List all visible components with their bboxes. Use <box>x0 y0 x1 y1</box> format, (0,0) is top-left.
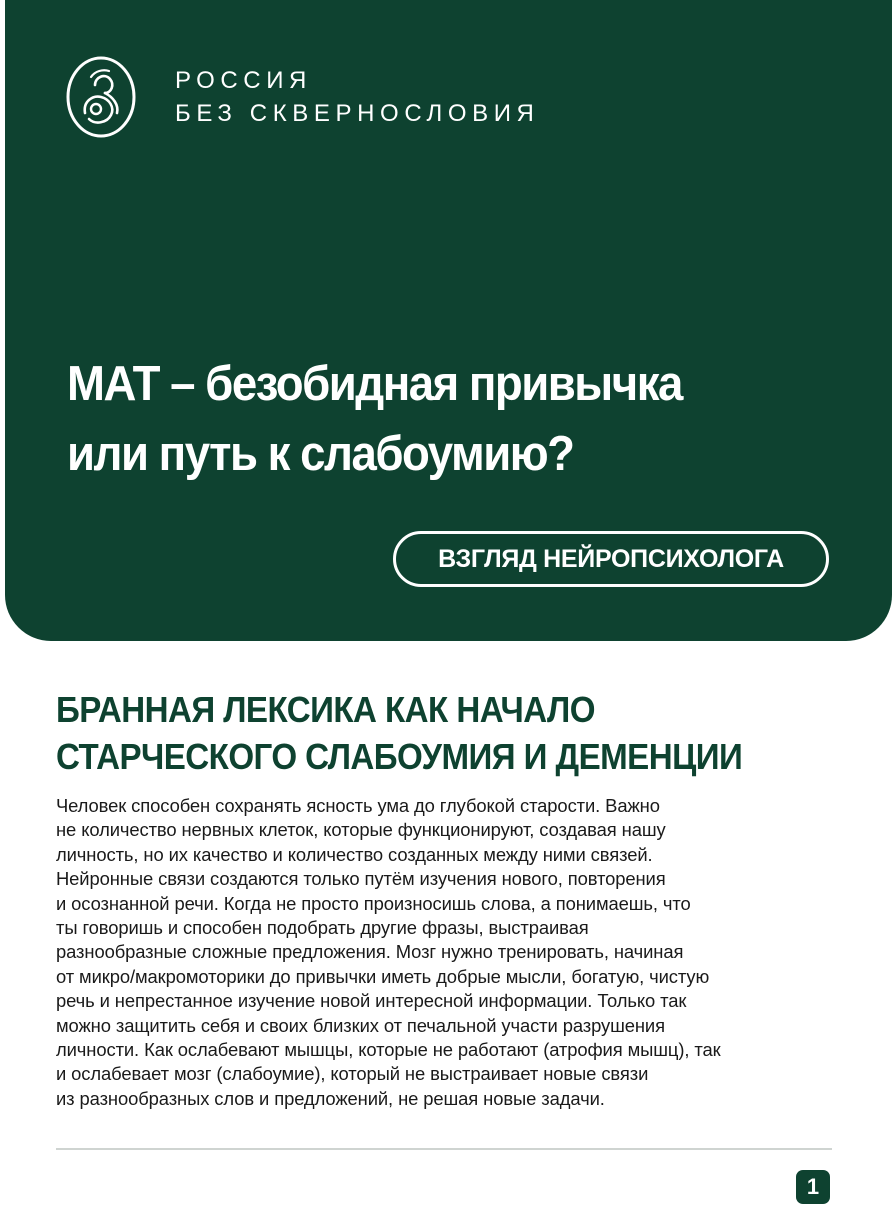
section-heading-line-1: БРАННАЯ ЛЕКСИКА КАК НАЧАЛО <box>56 689 595 730</box>
page-title <box>67 349 682 489</box>
paragraph-line: Нейронные связи создаются только путём изучения нового, повторения <box>56 868 666 890</box>
page-number-badge: 1 <box>796 1170 830 1204</box>
paragraph-line: от микро/макромоторики до привычки иметь добрые мысли, богатую, чистую <box>56 965 710 987</box>
footer-divider <box>56 1148 832 1150</box>
paragraph-line: не количество нервных клеток, которые функционируют, создавая нашу <box>56 819 666 841</box>
section-heading-line-2: СТАРЧЕСКОГО СЛАБОУМИЯ И ДЕМЕНЦИИ <box>56 736 743 777</box>
paragraph-line: ты говоришь и способен подобрать другие фразы, выстраивая <box>56 917 589 939</box>
title-line-1: МАТ – безобидная привычка <box>67 357 682 411</box>
neuropsychologist-view-badge: ВЗГЛЯД НЕЙРОПСИХОЛОГА <box>393 531 829 587</box>
paragraph-line: и ослабевает мозг (слабоумие), который не выстраивает новые связи <box>56 1063 649 1085</box>
paragraph-line: личность, но их качество и количество созданных между ними связей. <box>56 843 653 865</box>
paragraph-line: личности. Как ослабевают мышцы, которые не работают (атрофия мышц), так <box>56 1039 721 1061</box>
logo-line-2: БЕЗ СКВЕРНОСЛОВИЯ <box>175 100 540 127</box>
paragraph-line: речь и непрестанное изучение новой интересной информации. Только так <box>56 990 687 1012</box>
article-paragraph <box>56 794 721 1111</box>
header-banner <box>5 0 892 641</box>
paragraph-line: разнообразные сложные предложения. Мозг нужно тренировать, начиная <box>56 941 684 963</box>
section-heading <box>56 686 742 780</box>
logo-line-1: РОССИЯ <box>175 67 312 94</box>
paragraph-line: Человек способен сохранять ясность ума до глубокой старости. Важно <box>56 795 660 816</box>
title-line-2: или путь к слабоумию? <box>67 427 574 481</box>
paragraph-line: и осознанной речи. Когда не просто произносишь слова, а понимаешь, что <box>56 892 691 914</box>
paragraph-line: из разнообразных слов и предложений, не решая новые задачи. <box>56 1087 605 1109</box>
logo-wordmark <box>175 64 539 130</box>
paragraph-line: можно защитить себя и своих близких от печальной участи разрушения <box>56 1014 665 1036</box>
mother-child-logo-icon <box>65 55 137 139</box>
